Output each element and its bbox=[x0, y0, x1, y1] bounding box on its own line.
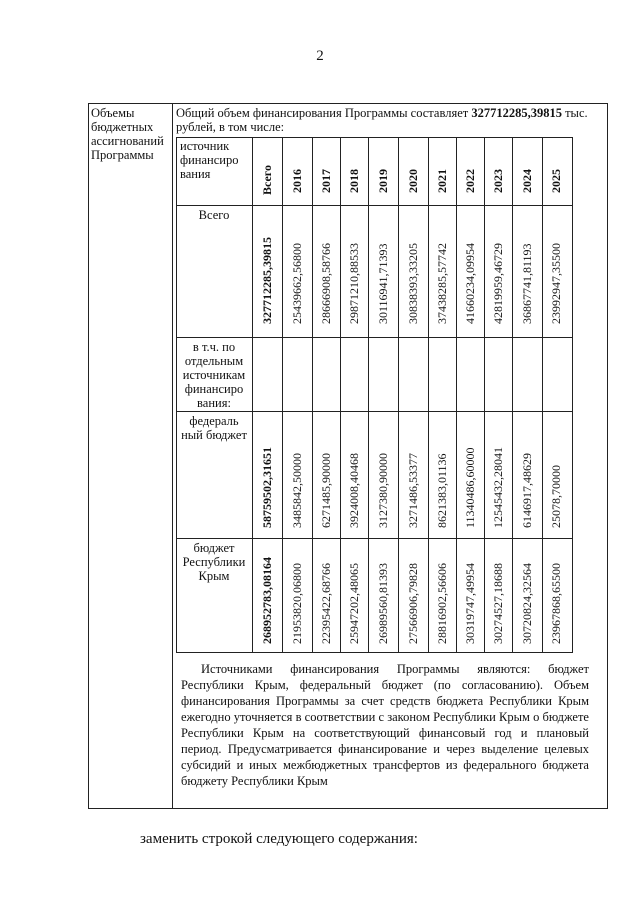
column-header: 2021 bbox=[435, 169, 449, 193]
cell-value: 58759502,31651 bbox=[260, 447, 274, 528]
cell-value: 3127380,90000 bbox=[376, 453, 390, 528]
cell-value: 25947202,48065 bbox=[347, 563, 361, 644]
column-header: 2023 bbox=[491, 169, 505, 193]
column-header: 2020 bbox=[406, 169, 420, 193]
cell-value: 23967868,65500 bbox=[549, 563, 563, 644]
cell-value: 37438285,57742 bbox=[435, 243, 449, 324]
column-header: 2025 bbox=[549, 169, 563, 193]
cell-value: 22395422,68766 bbox=[319, 563, 333, 644]
cell-value: 30116941,71393 bbox=[376, 243, 390, 324]
intro-total: 327712285,39815 bbox=[471, 106, 562, 120]
cell-value: 28816902,56606 bbox=[435, 563, 449, 644]
cell-value: 3271486,53377 bbox=[406, 453, 420, 528]
cell-value: 30274527,18688 bbox=[491, 563, 505, 644]
cell-value: 6271485,90000 bbox=[319, 453, 333, 528]
row-label-total: Всего bbox=[198, 208, 230, 222]
cell-value: 26989560,81393 bbox=[376, 563, 390, 644]
column-header: 2019 bbox=[376, 169, 390, 193]
intro-lead: Общий объем финансирования Программы составляет bbox=[176, 106, 469, 120]
column-header: 2017 bbox=[319, 169, 333, 193]
cell-value: 21953820,06800 bbox=[290, 563, 304, 644]
cell-value: 11340486,60000 bbox=[463, 447, 477, 528]
section-label: Объемы бюджетных ассигнований Программы bbox=[91, 106, 164, 162]
cell-value: 12545432,28041 bbox=[491, 447, 505, 528]
cell-value: 42819959,46729 bbox=[491, 243, 505, 324]
cell-value: 36867741,81193 bbox=[520, 243, 534, 324]
cell-value: 3924008,40468 bbox=[347, 453, 361, 528]
column-header: 2022 bbox=[463, 169, 477, 193]
cell-value: 268952783,08164 bbox=[260, 557, 274, 644]
cell-value: 327712285,39815 bbox=[260, 237, 274, 324]
cell-value: 8621383,01136 bbox=[435, 453, 449, 528]
row-label-crimea: бюджет Республики Крым bbox=[182, 541, 246, 583]
cell-value: 41660234,09954 bbox=[463, 243, 477, 324]
cell-value: 27566906,79828 bbox=[406, 563, 420, 644]
row-label-federal: федераль ный бюджет bbox=[181, 414, 247, 442]
cell-value: 6146917,48629 bbox=[520, 453, 534, 528]
financing-note: Источниками финансирования Программы являются: бюджет Республики Крым, федеральный бюджет (по согласованию). Объем финансирования Программы за счет средств бюджета Республики Крым ежегодно уточняется в соответствии с законом Республики Крым о бюджете Республики Крым на соответствующий финансовый год и плановый период. Предусматривается финансирование и через выделение целевых субсидий и иных межбюджетных трансфертов из федерального бюджета бюджету Республики Крым bbox=[181, 662, 589, 788]
cell-value: 29871210,88533 bbox=[347, 243, 361, 324]
cell-value: 28666908,58766 bbox=[319, 243, 333, 324]
cell-value: 25078,70000 bbox=[549, 465, 563, 528]
cell-value: 25439662,56800 bbox=[290, 243, 304, 324]
column-header: 2016 bbox=[290, 169, 304, 193]
cell-value: 30319747,49954 bbox=[463, 563, 477, 644]
page-number: 2 bbox=[316, 48, 324, 64]
footer-text: заменить строкой следующего содержания: bbox=[140, 831, 418, 847]
intro-suffix: тыс. рублей, в том числе: bbox=[176, 106, 588, 134]
column-header: 2018 bbox=[347, 169, 361, 193]
cell-value: 3485842,50000 bbox=[290, 453, 304, 528]
cell-value: 23992947,35500 bbox=[549, 243, 563, 324]
column-header: 2024 bbox=[520, 169, 534, 193]
cell-value: 30720824,32564 bbox=[520, 563, 534, 644]
header-label: источник финансиро вания bbox=[180, 139, 239, 181]
intro-text bbox=[176, 106, 606, 134]
row-label-sources: в т.ч. по отдельным источникам финансиро вания: bbox=[182, 340, 246, 410]
column-header: Всего bbox=[260, 165, 274, 195]
cell-value: 30838393,33205 bbox=[406, 243, 420, 324]
